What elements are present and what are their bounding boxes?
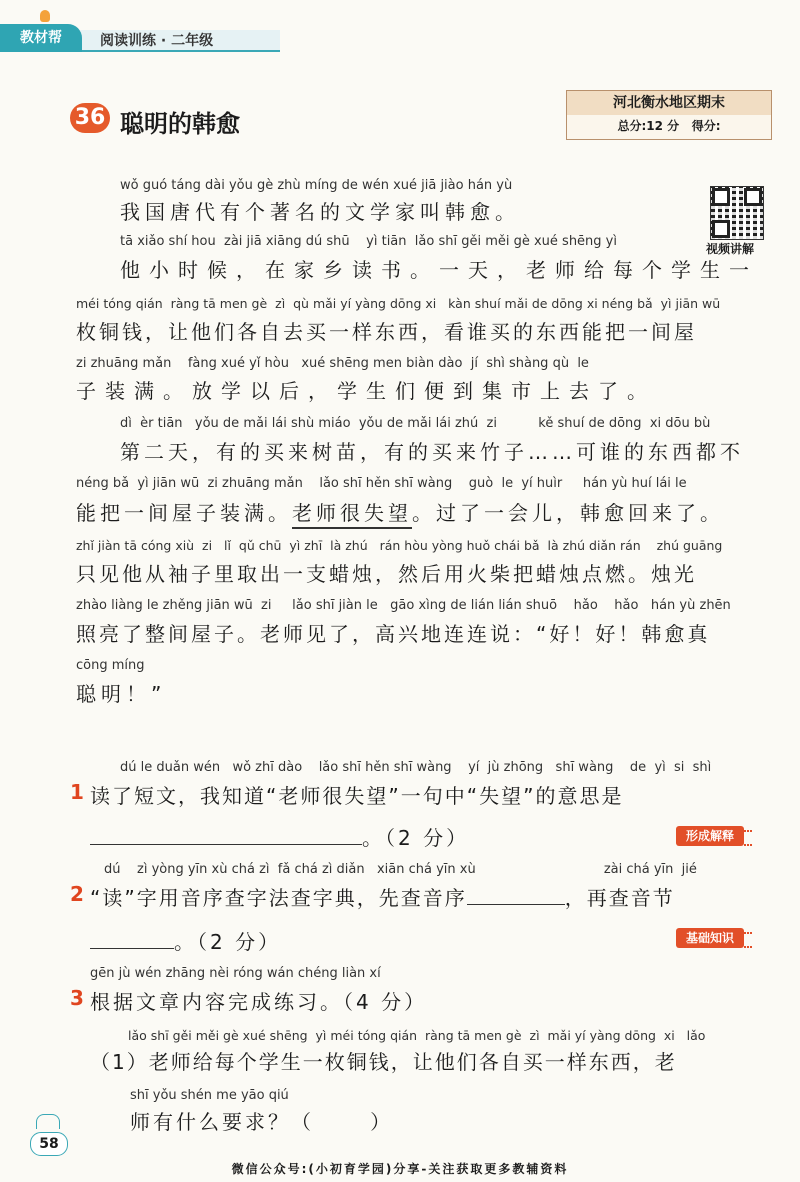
passage-line: 第二天，有的买来树苗，有的买来竹子……可谁的东西都不 xyxy=(120,440,744,464)
question-text: 根据文章内容完成练习。（4 分） xyxy=(90,990,428,1014)
passage-line: 子装满。放学以后，学生们便到集市上去了。 xyxy=(76,379,656,403)
score-field-label: 得分: xyxy=(691,119,721,133)
video-explain-label: 视频讲解 xyxy=(706,242,755,256)
pinyin-line: tā xiǎo shí hou zài jiā xiāng dú shū yì tiān lǎo shī gěi měi gè xué shēng yì xyxy=(120,234,617,249)
skill-tag: 形成解释 xyxy=(676,826,744,846)
question-text-part: “读”字用音序查字法查字典，先查音序 xyxy=(90,886,467,910)
question-number: 2 xyxy=(70,882,84,906)
source-box xyxy=(566,90,772,140)
qr-code-icon[interactable] xyxy=(710,186,764,240)
footer-note: 微信公众号:(小初育学园)分享-关注获取更多教辅资料 xyxy=(231,1162,569,1176)
subquestion-text: （1）老师给每个学生一枚铜钱，让他们各自买一样东西，老 xyxy=(90,1050,677,1074)
passage-line xyxy=(76,497,724,526)
question-score: 。（2 分） xyxy=(362,826,470,850)
page-number: 58 xyxy=(30,1132,68,1156)
answer-blank[interactable] xyxy=(90,844,362,845)
pinyin-line: zi zhuāng mǎn fàng xué yǐ hòu xué shēng men biàn dào jí shì shàng qù le xyxy=(76,356,589,371)
total-score: 总分:12 分 xyxy=(617,119,680,133)
passage-line: 他小时候，在家乡读书。一天，老师给每个学生一 xyxy=(120,258,758,282)
answer-line xyxy=(90,926,281,955)
source-region: 河北衡水地区期末 xyxy=(567,91,771,115)
question-score: 。（2 分） xyxy=(174,930,282,954)
answer-blank[interactable] xyxy=(90,948,174,949)
pinyin-line: lǎo shī gěi měi gè xué shēng yì méi tóng qián ràng tā men gè zì mǎi yí yàng dōng xi lǎo xyxy=(128,1028,706,1043)
skill-tag: 基础知识 xyxy=(676,928,744,948)
pinyin-line: zhǐ jiàn tā cóng xiù zi lǐ qǔ chū yì zhī là zhú rán hòu yòng huǒ chái bǎ là zhú diǎn rán zhú guāng xyxy=(76,538,723,553)
question-number: 1 xyxy=(70,780,84,804)
pinyin-line: gēn jù wén zhāng nèi róng wán chéng liàn xí xyxy=(90,966,381,981)
brand-tag: 教材帮 xyxy=(0,24,82,52)
passage-text: 能把一间屋子装满。 xyxy=(76,501,292,525)
pinyin-line: wǒ guó táng dài yǒu gè zhù míng de wén xué jiā jiào hán yù xyxy=(120,178,513,193)
subquestion-text: 师有什么要求？（ ） xyxy=(130,1110,394,1134)
lightbulb-icon xyxy=(40,10,50,22)
passage-line: 只见他从袖子里取出一支蜡烛，然后用火柴把蜡烛点燃。烛光 xyxy=(76,562,697,586)
lesson-title: 聪明的韩愈 xyxy=(120,110,240,138)
question-number: 3 xyxy=(70,986,84,1010)
pinyin-line: dì èr tiān yǒu de mǎi lái shù miáo yǒu de mǎi lái zhú zi kě shuí de dōng xi dōu bù xyxy=(120,416,711,431)
passage-line: 聪明！” xyxy=(76,682,167,706)
pinyin-line: méi tóng qián ràng tā men gè zì qù mǎi yí yàng dōng xi kàn shuí mǎi de dōng xi néng bǎ yì jiān wū xyxy=(76,296,721,311)
question-text: 读了短文，我知道“老师很失望”一句中“失望”的意思是 xyxy=(90,784,624,808)
pinyin-line: dú zì yòng yīn xù chá zì fǎ chá zì diǎn xiān chá yīn xù zài chá yīn jié xyxy=(104,862,697,877)
score-line xyxy=(567,117,771,134)
question-text-part: ，再查音节 xyxy=(564,886,675,910)
passage-line: 照亮了整间屋子。老师见了，高兴地连连说：“好！好！韩愈真 xyxy=(76,622,711,646)
pinyin-line: zhào liàng le zhěng jiān wū zi lǎo shī jiàn le gāo xìng de lián lián shuō hǎo hǎo hán yù zhēn xyxy=(76,598,731,613)
passage-text: 。过了一会儿，韩愈回来了。 xyxy=(412,501,724,525)
passage-line: 我国唐代有个著名的文学家叫韩愈。 xyxy=(120,200,520,224)
pinyin-line: néng bǎ yì jiān wū zi zhuāng mǎn lǎo shī hěn shī wàng guò le yí huìr hán yù huí lái le xyxy=(76,476,687,491)
lesson-number-badge: 36 xyxy=(70,103,110,133)
pinyin-line: dú le duǎn wén wǒ zhī dào lǎo shī hěn shī wàng yí jù zhōng shī wàng de yì si shì xyxy=(120,760,712,775)
passage-line: 枚铜钱，让他们各自去买一样东西，看谁买的东西能把一间屋 xyxy=(76,320,697,344)
pinyin-line: shī yǒu shén me yāo qiú xyxy=(130,1088,289,1103)
answer-line xyxy=(90,822,469,851)
question-text xyxy=(90,882,675,911)
series-title: 阅读训练 · 二年级 xyxy=(100,33,214,49)
answer-blank[interactable] xyxy=(467,904,565,905)
underlined-sentence: 老师很失望 xyxy=(292,501,412,529)
page-ornament xyxy=(36,1114,60,1129)
pinyin-line: cōng míng xyxy=(76,658,145,673)
